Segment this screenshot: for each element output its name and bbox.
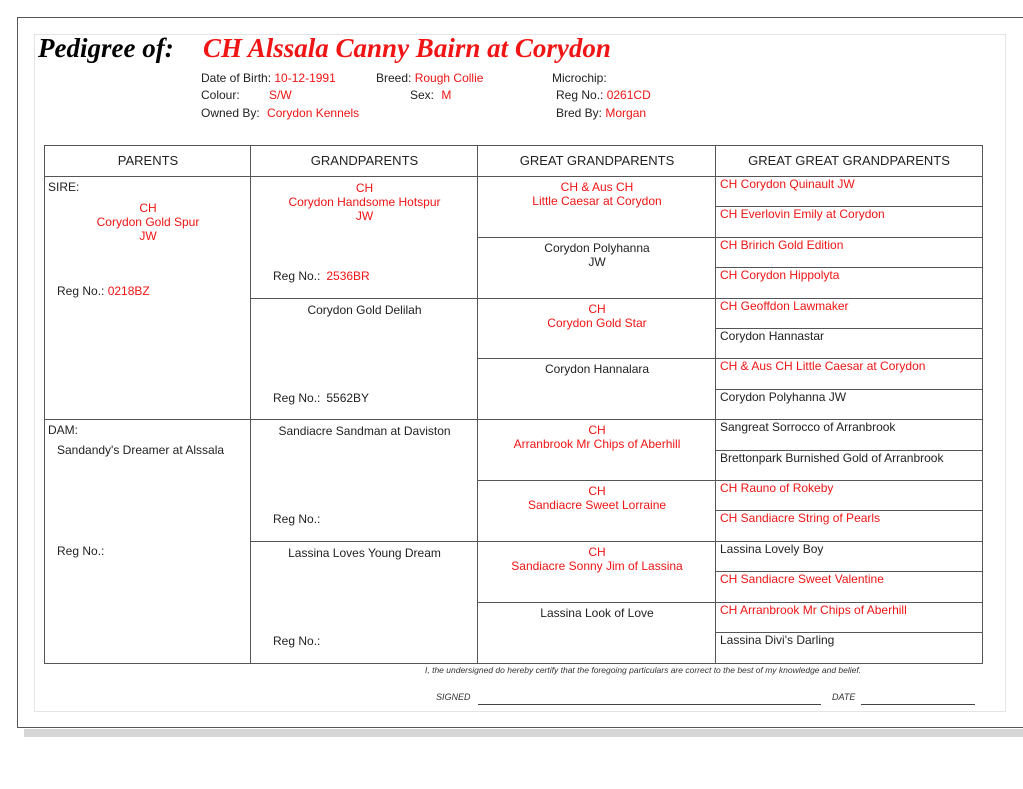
grandparent-reg-value: 5562BY [326,391,370,405]
great-great-grandparent-divider [715,510,982,511]
great-grandparent-divider [477,602,716,603]
grandparent-name [251,424,478,438]
great-great-grandparent-name: CH Everlovin Emily at Corydon [720,207,885,221]
great-grandparent-name-line: Sandiacre Sonny Jim of Lassina [511,559,683,573]
great-grandparent-name-line: CH & Aus CH [560,180,634,194]
sire-reg-value: 0218BZ [107,284,150,298]
great-grandparent-divider [477,480,716,481]
great-great-grandparent-divider [715,389,982,390]
great-grandparent-name-line: CH [588,545,606,559]
great-grandparent-name-line: CH [588,302,606,316]
dam-name [57,443,224,457]
pedigree-table [44,145,983,664]
grandparent-reg [273,512,326,526]
dob-value: 10-12-1991 [274,71,336,85]
grandparent-name-line: Lassina Loves Young Dream [288,546,441,560]
signature-line[interactable] [478,704,821,705]
microchip-label: Microchip: [552,71,607,85]
date-label: DATE [832,692,856,702]
microchip-field [552,71,607,85]
owner-value: Corydon Kennels [267,106,360,120]
grandparent-name-line: JW [355,209,374,223]
great-great-grandparent-name: Brettonpark Burnished Gold of Arranbrook [720,451,944,465]
grandparent-divider [250,298,478,299]
sheet-shadow [24,729,1023,737]
great-great-grandparent-name: Corydon Hannastar [720,329,825,343]
dam-label: DAM: [48,423,78,437]
reg-label: Reg No.: [556,88,604,102]
great-grandparent-name-line: Corydon Polyhanna [544,241,650,255]
great-grandparent-name-line: Sandiacre Sweet Lorraine [527,498,667,512]
sire-name-line: JW [139,229,157,243]
great-great-grandparent-divider [715,237,982,238]
breeder-value: Morgan [605,106,647,120]
great-grandparent-name-line: Corydon Gold Star [547,316,647,330]
sire-reg [57,284,150,298]
great-great-grandparent-name: Lassina Divi's Darling [720,633,835,647]
header-grandparents: GRANDPARENTS [310,153,419,168]
great-great-grandparent-name: CH Geoffdon Lawmaker [720,299,849,313]
sex-field [410,88,451,102]
great-grandparent-name-line: CH [588,484,606,498]
sire-name [45,201,251,243]
grandparent-name-line: Corydon Handsome Hotspur [288,195,441,209]
great-great-grandparent-divider [715,298,982,299]
great-great-grandparent-name: Corydon Polyhanna JW [720,390,847,404]
great-great-grandparent-divider [715,328,982,329]
breed-label: Breed: [376,71,412,85]
colour-field [201,88,292,102]
column-divider [477,146,478,663]
grandparent-name-line: CH [355,181,374,195]
sire-label: SIRE: [48,180,80,194]
column-divider [715,146,716,663]
great-grandparent-name [478,545,716,573]
great-grandparent-name-line: Arranbrook Mr Chips of Aberhill [513,437,681,451]
grandparent-name [251,546,478,560]
great-grandparent-name [478,302,716,330]
header-parents: PARENTS [117,153,179,168]
sire-name-line: CH [139,201,157,215]
date-line[interactable] [861,704,975,705]
great-great-grandparent-divider [715,602,982,603]
dam-reg [57,544,104,558]
great-great-grandparent-divider [715,541,982,542]
owner-field [201,106,359,120]
great-grandparent-name-line: JW [588,255,606,269]
great-grandparent-divider [477,541,716,542]
parent-divider [45,419,251,420]
great-great-grandparent-name: CH Sandiacre String of Pearls [720,511,881,525]
header-great-grandparents: GREAT GRANDPARENTS [519,153,675,168]
grandparent-reg [273,634,326,648]
grandparent-reg [273,391,369,405]
certification-text: I, the undersigned do hereby certify that the foregoing particulars are correct to the best of my knowledge and belief. [425,665,862,675]
dam-name-line: Sandandy's Dreamer at Alssala [57,443,225,457]
great-grandparent-name-line: Little Caesar at Corydon [532,194,662,208]
great-great-grandparent-name: Lassina Lovely Boy [720,542,824,556]
great-grandparent-divider [477,298,716,299]
great-grandparent-name [478,484,716,512]
grandparent-divider [250,541,478,542]
colour-label: Colour: [201,88,240,102]
great-great-grandparent-divider [715,571,982,572]
great-great-grandparent-divider [715,632,982,633]
great-grandparent-name [478,606,716,620]
dob-field [201,71,336,85]
great-great-grandparent-name: CH Bririch Gold Edition [720,238,844,252]
grandparent-reg-label: Reg No.: [273,634,321,648]
dam-reg-label: Reg No.: [57,544,105,558]
grandparent-reg-label: Reg No.: [273,269,321,283]
reg-value: 0261CD [606,88,651,102]
owner-label: Owned By: [201,106,260,120]
great-grandparent-divider [477,237,716,238]
dob-label: Date of Birth: [201,71,272,85]
breeder-label: Bred By: [556,106,603,120]
great-grandparent-divider [477,358,716,359]
great-grandparent-name [478,362,716,376]
grandparent-reg-label: Reg No.: [273,391,321,405]
great-grandparent-name [478,180,716,208]
sex-label: Sex: [410,88,435,102]
great-grandparent-divider [477,419,716,420]
grandparent-divider [250,419,478,420]
sire-reg-label: Reg No.: [57,284,105,298]
great-great-grandparent-divider [715,358,982,359]
grandparent-name [251,303,478,317]
breed-field [376,71,483,85]
great-great-grandparent-divider [715,480,982,481]
grandparent-name-line: Sandiacre Sandman at Daviston [278,424,451,438]
great-grandparent-name [478,423,716,451]
great-grandparent-name-line: Corydon Hannalara [544,362,650,376]
grandparent-reg-label: Reg No.: [273,512,321,526]
great-great-grandparent-name: CH Rauno of Rokeby [720,481,834,495]
grandparent-reg [273,269,370,283]
signed-label: SIGNED [436,692,471,702]
sex-value: M [441,88,452,102]
breeder-field [556,106,646,120]
great-great-grandparent-divider [715,419,982,420]
great-great-grandparent-divider [715,206,982,207]
great-great-grandparent-divider [715,267,982,268]
great-great-grandparent-name: CH & Aus CH Little Caesar at Corydon [720,359,926,373]
sire-name-line: Corydon Gold Spur [96,215,200,229]
dog-name-title: CH Alssala Canny Bairn at Corydon [203,33,611,63]
great-grandparent-name-line: CH [588,423,606,437]
grandparent-name [251,181,478,223]
great-great-grandparent-name: CH Arranbrook Mr Chips of Aberhill [720,603,907,617]
colour-value: S/W [269,88,292,102]
grandparent-reg-value: 2536BR [326,269,370,283]
great-great-grandparent-name: CH Sandiacre Sweet Valentine [720,572,884,586]
great-grandparent-name-line: Lassina Look of Love [540,606,654,620]
great-grandparent-name [478,241,716,269]
grandparent-name-line: Corydon Gold Delilah [307,303,422,317]
breed-value: Rough Collie [414,71,484,85]
great-great-grandparent-name: Sangreat Sorrocco of Arranbrook [720,420,896,434]
great-great-grandparent-name: CH Corydon Hippolyta [720,268,840,282]
header-great-great-grandparents: GREAT GREAT GRANDPARENTS [748,153,950,168]
reg-field [556,88,651,102]
page-title-label: Pedigree of: [38,33,174,63]
great-great-grandparent-divider [715,450,982,451]
great-great-grandparent-name: CH Corydon Quinault JW [720,177,855,191]
